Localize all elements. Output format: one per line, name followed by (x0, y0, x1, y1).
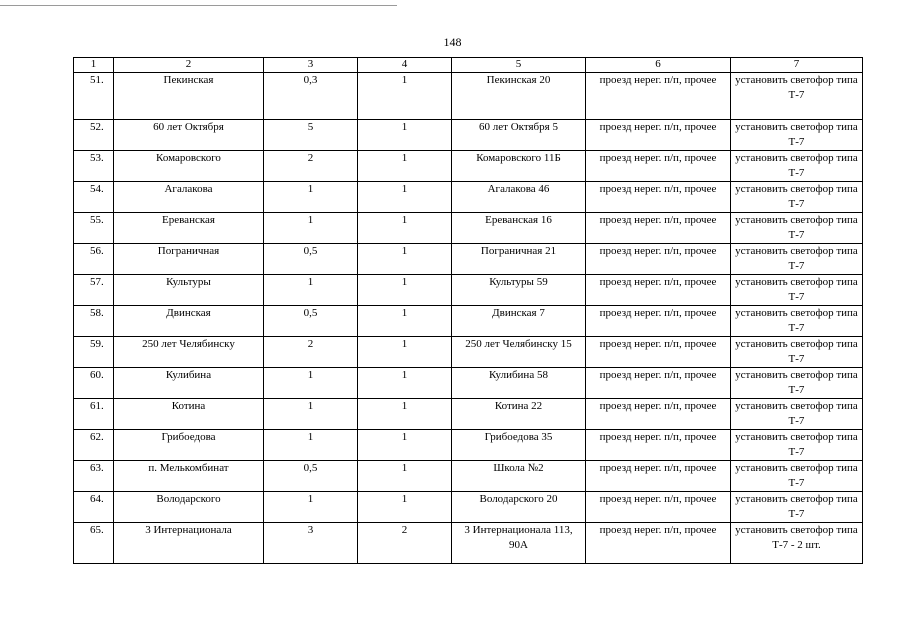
table-header-row (74, 58, 863, 73)
cell-address: Школа №2 (452, 461, 586, 492)
column-header: 7 (731, 58, 863, 73)
cell-value-col3: 1 (264, 492, 358, 523)
cell-value-col4: 1 (358, 399, 452, 430)
table-row (74, 523, 863, 564)
cell-action: установить светофор типа Т-7 (731, 213, 863, 244)
table-row (74, 182, 863, 213)
cell-category: проезд нерег. п/п, прочее (586, 120, 731, 151)
cell-row-number: 65. (74, 523, 114, 564)
cell-value-col4: 1 (358, 73, 452, 120)
cell-value-col3: 2 (264, 151, 358, 182)
cell-value-col4: 1 (358, 120, 452, 151)
table-row (74, 368, 863, 399)
cell-category: проезд нерег. п/п, прочее (586, 213, 731, 244)
cell-value-col4: 1 (358, 337, 452, 368)
cell-category: проезд нерег. п/п, прочее (586, 492, 731, 523)
cell-address: 250 лет Челябинску 15 (452, 337, 586, 368)
cell-address: Комаровского 11Б (452, 151, 586, 182)
cell-street-name: 60 лет Октября (114, 120, 264, 151)
cell-value-col4: 1 (358, 461, 452, 492)
cell-row-number: 55. (74, 213, 114, 244)
cell-value-col4: 1 (358, 244, 452, 275)
cell-value-col3: 1 (264, 399, 358, 430)
cell-street-name: Володарского (114, 492, 264, 523)
column-header: 6 (586, 58, 731, 73)
table-row (74, 151, 863, 182)
cell-address: Пекинская 20 (452, 73, 586, 120)
cell-street-name: Пекинская (114, 73, 264, 120)
cell-value-col3: 0,5 (264, 244, 358, 275)
cell-street-name: Комаровского (114, 151, 264, 182)
cell-street-name: Культуры (114, 275, 264, 306)
cell-street-name: Пограничная (114, 244, 264, 275)
column-header: 1 (74, 58, 114, 73)
cell-street-name: Агалакова (114, 182, 264, 213)
cell-action: установить светофор типа Т-7 (731, 306, 863, 337)
table-row (74, 73, 863, 120)
cell-address: 3 Интернационала 113, 90А (452, 523, 586, 564)
cell-category: проезд нерег. п/п, прочее (586, 399, 731, 430)
cell-value-col3: 1 (264, 368, 358, 399)
cell-action: установить светофор типа Т-7 (731, 244, 863, 275)
table-row (74, 399, 863, 430)
cell-value-col4: 2 (358, 523, 452, 564)
cell-row-number: 59. (74, 337, 114, 368)
cell-address: Володарского 20 (452, 492, 586, 523)
cell-value-col3: 3 (264, 523, 358, 564)
cell-value-col4: 1 (358, 430, 452, 461)
cell-action: установить светофор типа Т-7 (731, 120, 863, 151)
cell-row-number: 62. (74, 430, 114, 461)
cell-value-col3: 1 (264, 430, 358, 461)
cell-value-col3: 5 (264, 120, 358, 151)
cell-action: установить светофор типа Т-7 (731, 492, 863, 523)
cell-action: установить светофор типа Т-7 (731, 73, 863, 120)
cell-action: установить светофор типа Т-7 (731, 182, 863, 213)
cell-street-name: Котина (114, 399, 264, 430)
cell-row-number: 63. (74, 461, 114, 492)
cell-action: установить светофор типа Т-7 (731, 430, 863, 461)
cell-action: установить светофор типа Т-7 (731, 368, 863, 399)
cell-address: Культуры 59 (452, 275, 586, 306)
cell-category: проезд нерег. п/п, прочее (586, 182, 731, 213)
cell-action: установить светофор типа Т-7 (731, 399, 863, 430)
cell-value-col4: 1 (358, 182, 452, 213)
cell-action: установить светофор типа Т-7 (731, 151, 863, 182)
cell-row-number: 53. (74, 151, 114, 182)
cell-value-col4: 1 (358, 151, 452, 182)
cell-street-name: Грибоедова (114, 430, 264, 461)
cell-address: Агалакова 46 (452, 182, 586, 213)
cell-value-col4: 1 (358, 368, 452, 399)
cell-value-col3: 0,3 (264, 73, 358, 120)
cell-address: Кулибина 58 (452, 368, 586, 399)
column-header: 3 (264, 58, 358, 73)
cell-category: проезд нерег. п/п, прочее (586, 306, 731, 337)
cell-value-col3: 0,5 (264, 306, 358, 337)
cell-street-name: Кулибина (114, 368, 264, 399)
cell-category: проезд нерег. п/п, прочее (586, 337, 731, 368)
page-number: 148 (443, 35, 462, 49)
cell-category: проезд нерег. п/п, прочее (586, 275, 731, 306)
column-header: 2 (114, 58, 264, 73)
cell-row-number: 57. (74, 275, 114, 306)
cell-category: проезд нерег. п/п, прочее (586, 73, 731, 120)
cell-row-number: 52. (74, 120, 114, 151)
cell-address: 60 лет Октября 5 (452, 120, 586, 151)
cell-address: Двинская 7 (452, 306, 586, 337)
cell-action: установить светофор типа Т-7 - 2 шт. (731, 523, 863, 564)
cell-row-number: 54. (74, 182, 114, 213)
cell-street-name: Ереванская (114, 213, 264, 244)
column-header: 5 (452, 58, 586, 73)
cell-address: Котина 22 (452, 399, 586, 430)
table-row (74, 244, 863, 275)
table-row (74, 306, 863, 337)
cell-value-col3: 1 (264, 275, 358, 306)
cell-category: проезд нерег. п/п, прочее (586, 430, 731, 461)
table-body (74, 58, 863, 564)
table-row (74, 492, 863, 523)
cell-value-col3: 0,5 (264, 461, 358, 492)
cell-category: проезд нерег. п/п, прочее (586, 368, 731, 399)
cell-action: установить светофор типа Т-7 (731, 337, 863, 368)
cell-action: установить светофор типа Т-7 (731, 461, 863, 492)
cell-address: Грибоедова 35 (452, 430, 586, 461)
cell-row-number: 60. (74, 368, 114, 399)
cell-value-col3: 1 (264, 182, 358, 213)
top-rule (0, 5, 397, 6)
cell-value-col4: 1 (358, 492, 452, 523)
cell-street-name: п. Мелькомбинат (114, 461, 264, 492)
cell-category: проезд нерег. п/п, прочее (586, 244, 731, 275)
cell-street-name: 3 Интернационала (114, 523, 264, 564)
cell-address: Ереванская 16 (452, 213, 586, 244)
table-row (74, 461, 863, 492)
cell-value-col3: 2 (264, 337, 358, 368)
cell-row-number: 56. (74, 244, 114, 275)
cell-category: проезд нерег. п/п, прочее (586, 523, 731, 564)
cell-row-number: 58. (74, 306, 114, 337)
cell-value-col4: 1 (358, 213, 452, 244)
cell-row-number: 64. (74, 492, 114, 523)
cell-value-col4: 1 (358, 306, 452, 337)
table-row (74, 213, 863, 244)
cell-category: проезд нерег. п/п, прочее (586, 461, 731, 492)
cell-street-name: Двинская (114, 306, 264, 337)
cell-street-name: 250 лет Челябинску (114, 337, 264, 368)
cell-action: установить светофор типа Т-7 (731, 275, 863, 306)
cell-row-number: 61. (74, 399, 114, 430)
cell-row-number: 51. (74, 73, 114, 120)
table-row (74, 275, 863, 306)
cell-category: проезд нерег. п/п, прочее (586, 151, 731, 182)
cell-address: Пограничная 21 (452, 244, 586, 275)
cell-value-col4: 1 (358, 275, 452, 306)
table-row (74, 337, 863, 368)
table-row (74, 430, 863, 461)
table-row (74, 120, 863, 151)
cell-value-col3: 1 (264, 213, 358, 244)
document-table (73, 57, 863, 564)
column-header: 4 (358, 58, 452, 73)
